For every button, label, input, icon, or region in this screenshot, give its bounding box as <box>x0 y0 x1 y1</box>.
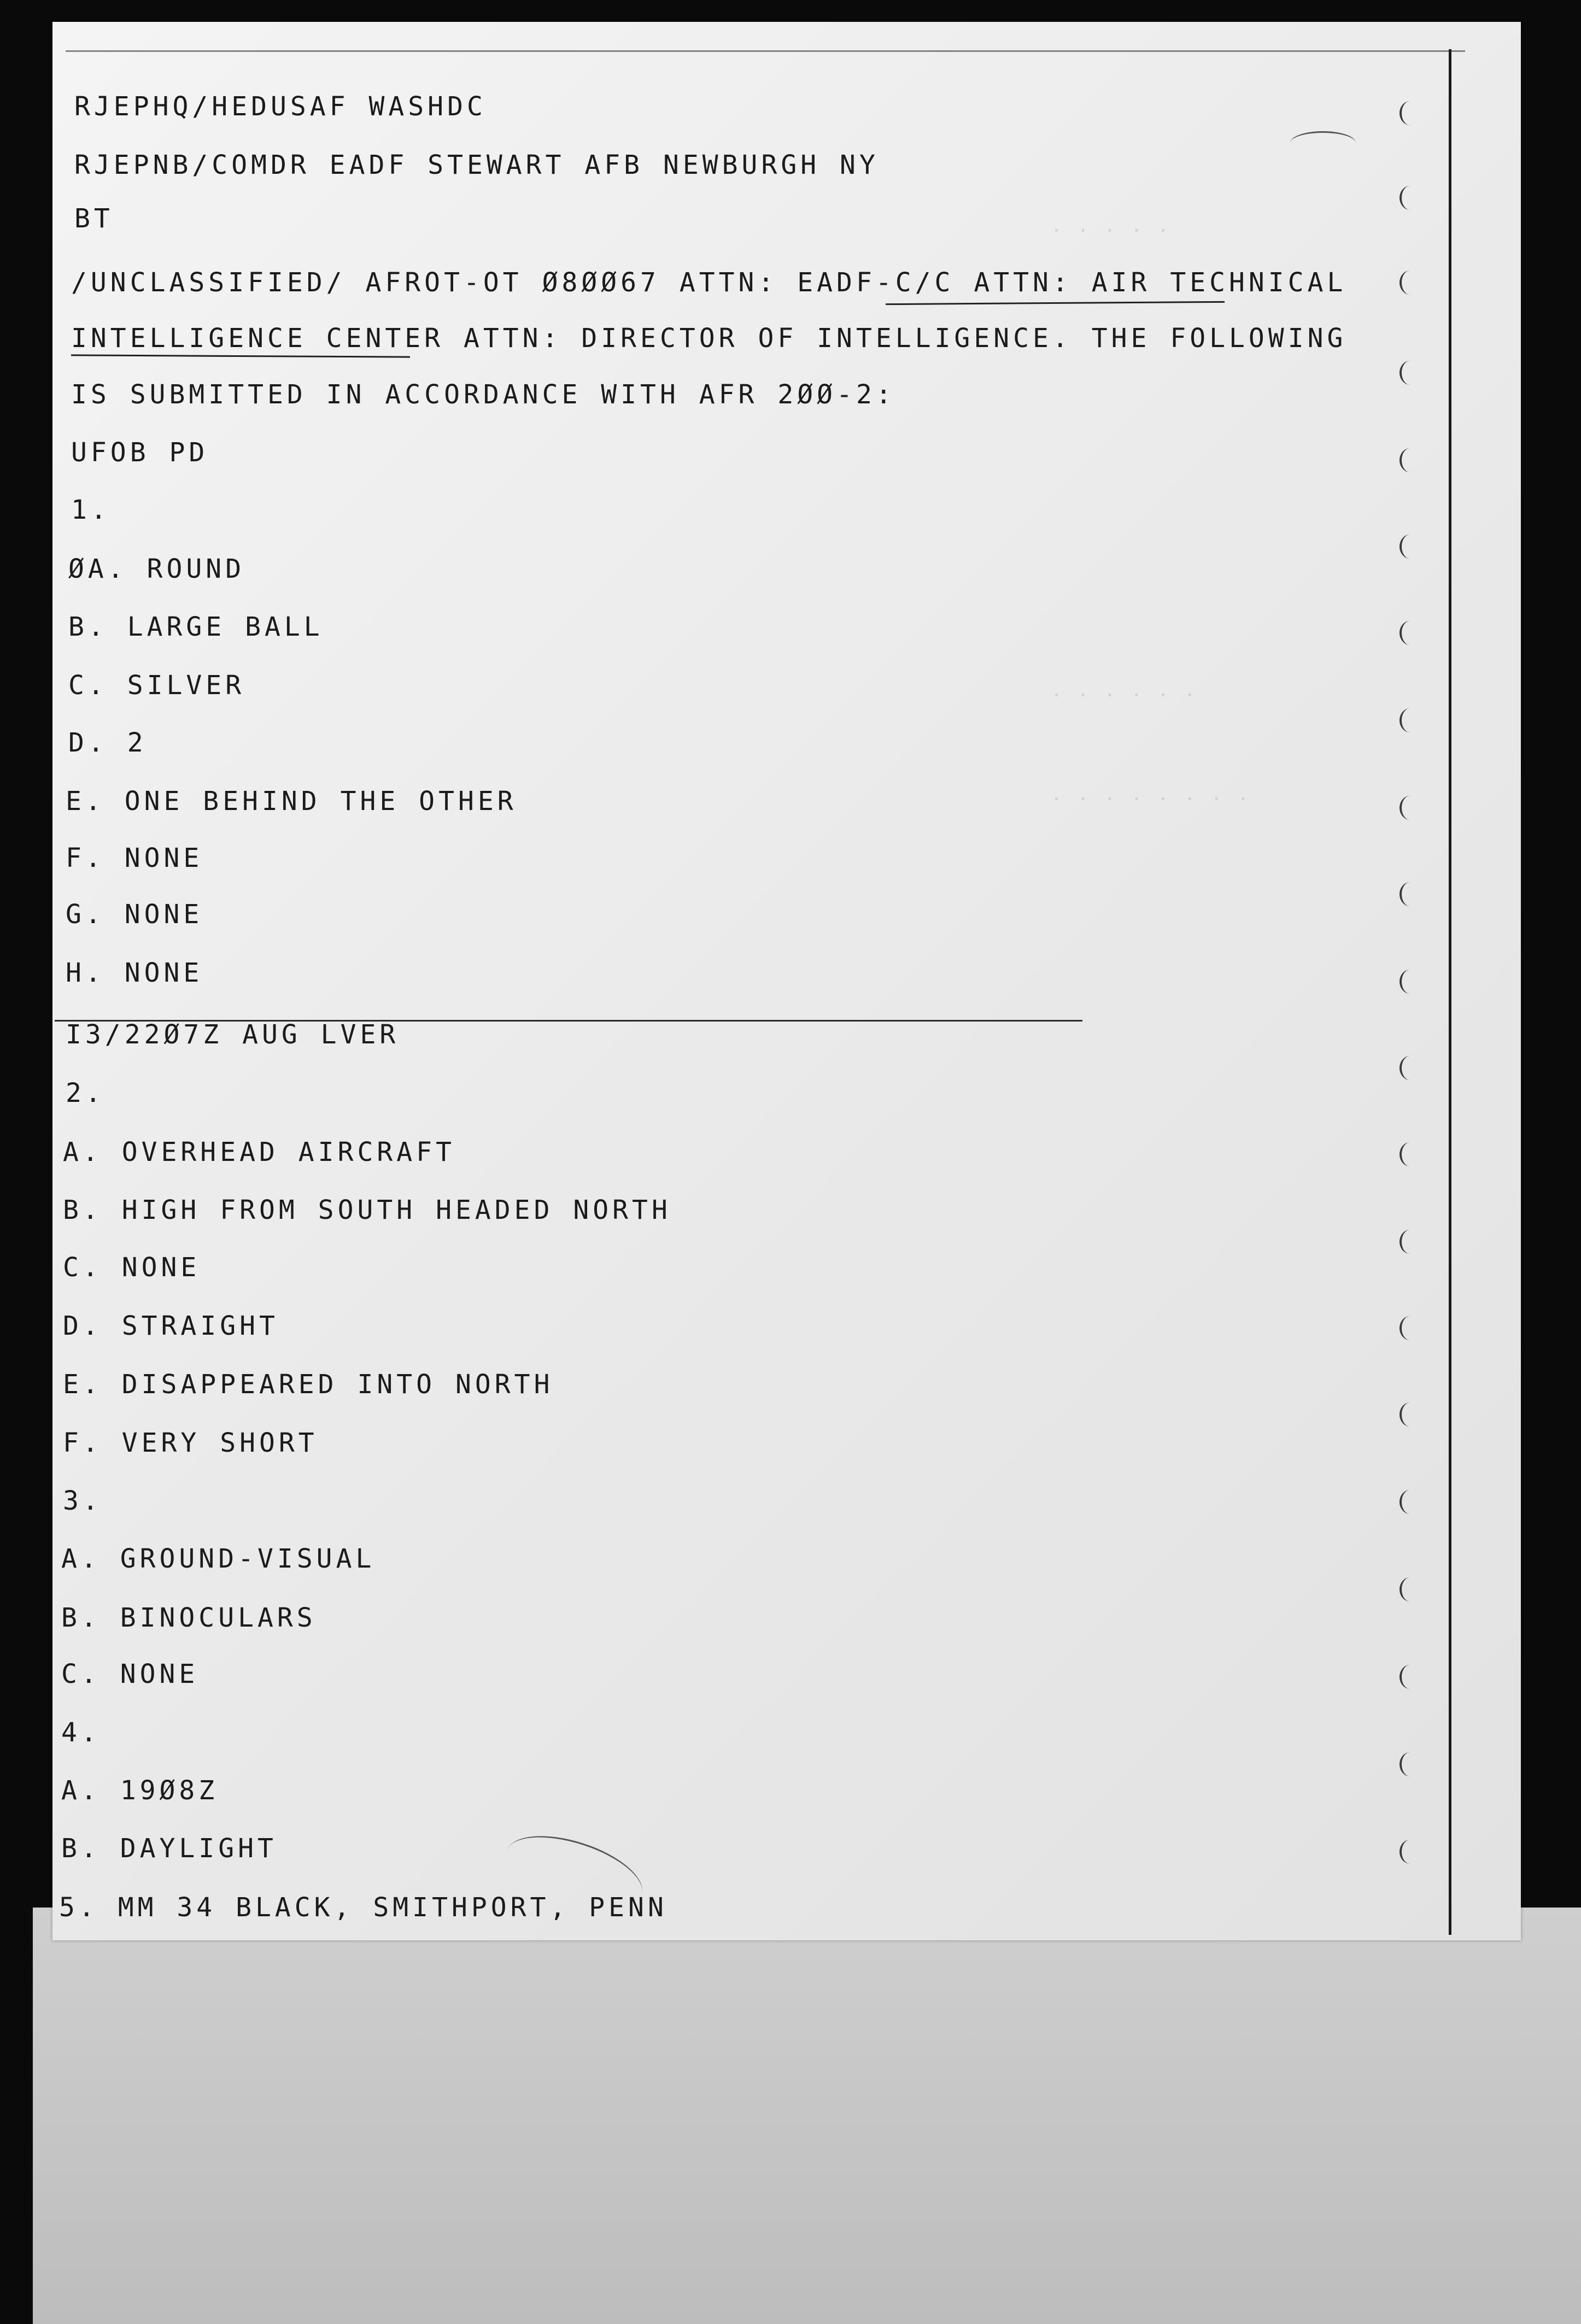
feed-hole-mark <box>1400 186 1420 210</box>
item-1b: B. LARGE BALL <box>68 612 324 642</box>
bleed-through-text: ‧ ‧ ‧ ‧ ‧ ‧ <box>1053 683 1197 708</box>
feed-hole-mark <box>1400 1230 1420 1254</box>
sheet-top-edge <box>66 50 1465 52</box>
attention-line: INTELLIGENCE CENTER ATTN: DIRECTOR OF INTELLIGENCE. THE FOLLOWING <box>71 323 1347 354</box>
section-3-number: 3. <box>63 1486 102 1516</box>
feed-hole-mark <box>1400 1752 1420 1776</box>
header-line: /UNCLASSIFIED/ AFROT-OT Ø8ØØ67 ATTN: EADF-C/C ATTN: AIR TECHNICAL <box>71 267 1347 298</box>
feed-hole-mark <box>1400 1665 1420 1689</box>
feed-hole-mark <box>1400 101 1420 125</box>
routing-line-1: RJEPHQ/HEDUSAF WASHDC <box>74 91 487 122</box>
feed-hole-mark <box>1400 1840 1420 1864</box>
feed-hole-mark <box>1400 1577 1420 1601</box>
item-3a: A. GROUND-VISUAL <box>61 1544 376 1574</box>
item-1c: C. SILVER <box>68 670 245 701</box>
feed-hole-mark <box>1400 271 1420 295</box>
item-4b: B. DAYLIGHT <box>61 1833 277 1864</box>
item-1d: D. 2 <box>68 727 147 758</box>
section-2-number: 2. <box>66 1078 105 1108</box>
bleed-through-text: ‧ ‧ ‧ ‧ ‧ <box>1053 219 1170 244</box>
item-3c: C. NONE <box>61 1659 199 1689</box>
item-2d: D. STRAIGHT <box>63 1311 279 1341</box>
break-marker: BT <box>74 203 114 234</box>
feed-hole-mark <box>1400 708 1420 732</box>
item-2a: A. OVERHEAD AIRCRAFT <box>63 1137 455 1167</box>
feed-hole-mark <box>1400 361 1420 385</box>
item-5: 5. MM 34 BLACK, SMITHPORT, PENN <box>59 1892 667 1923</box>
item-1e: E. ONE BEHIND THE OTHER <box>66 786 517 817</box>
item-4a: A. 19Ø8Z <box>61 1775 219 1806</box>
item-1h: H. NONE <box>66 958 203 988</box>
pencil-mark <box>1290 131 1356 155</box>
item-2c: C. NONE <box>63 1252 201 1283</box>
section-4-number: 4. <box>61 1717 101 1748</box>
feed-hole-mark <box>1400 970 1420 994</box>
sheet-right-edge <box>1449 49 1451 1935</box>
feed-hole-mark <box>1400 1316 1420 1340</box>
item-3b: B. BINOCULARS <box>61 1603 317 1633</box>
section-1-number: 1. <box>71 495 110 525</box>
item-1f: F. NONE <box>66 843 203 873</box>
feed-hole-mark <box>1400 796 1420 820</box>
feed-hole-mark <box>1400 448 1420 472</box>
item-1i: I3/22Ø7Z AUG LVER <box>66 1019 400 1050</box>
feed-hole-mark <box>1400 535 1420 559</box>
item-1a: ØA. ROUND <box>68 554 245 584</box>
feed-hole-mark <box>1400 1490 1420 1514</box>
feed-hole-mark <box>1400 1402 1420 1427</box>
teletype-sheet <box>52 22 1521 1940</box>
feed-hole-mark <box>1400 1142 1420 1166</box>
photo-mount-background <box>33 1908 1581 2324</box>
feed-hole-mark <box>1400 882 1420 906</box>
routing-line-2: RJEPNB/COMDR EADF STEWART AFB NEWBURGH NY <box>74 150 879 180</box>
feed-hole-mark <box>1400 621 1420 645</box>
ufob-label: UFOB PD <box>71 437 209 468</box>
regulation-line: IS SUBMITTED IN ACCORDANCE WITH AFR 2ØØ-2: <box>71 379 895 410</box>
item-2f: F. VERY SHORT <box>63 1428 318 1458</box>
item-2b: B. HIGH FROM SOUTH HEADED NORTH <box>63 1195 671 1225</box>
item-2e: E. DISAPPEARED INTO NORTH <box>63 1369 554 1400</box>
bleed-through-text: ‧ ‧ ‧ ‧ ‧ ‧ ‧ ‧ <box>1053 787 1250 812</box>
feed-hole-mark <box>1400 1056 1420 1080</box>
item-1g: G. NONE <box>66 899 203 930</box>
